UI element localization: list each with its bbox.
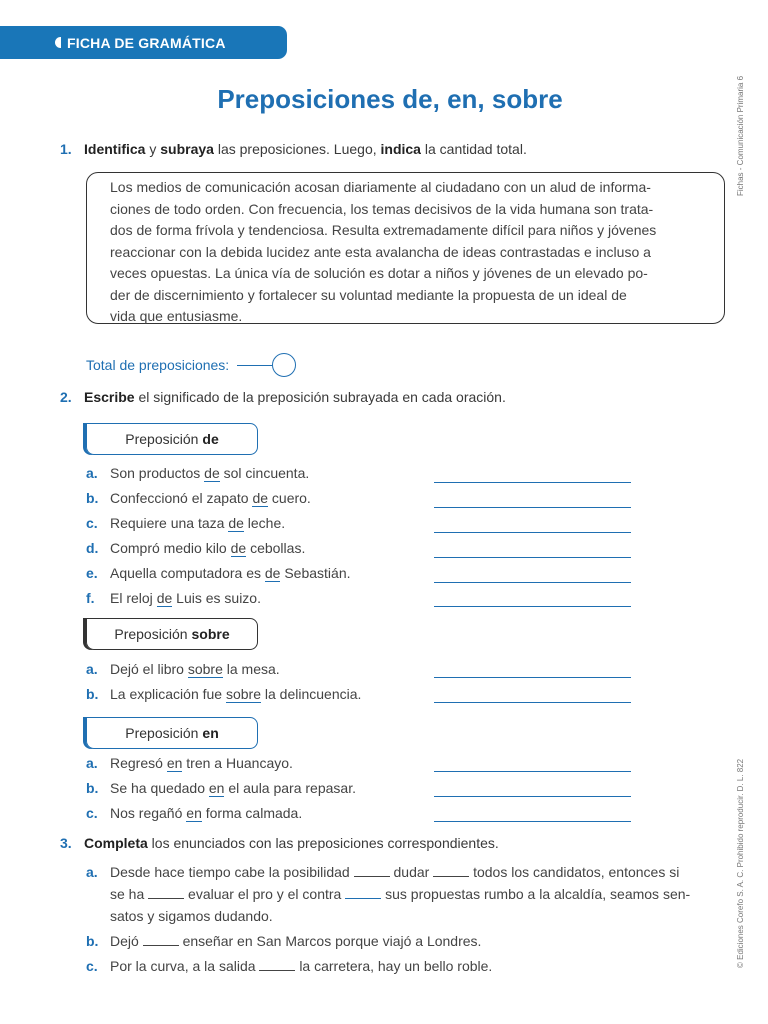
question-3: 3. Completa los enunciados con las preposiciones correspondientes.: [60, 835, 499, 851]
total-answer-circle[interactable]: [272, 353, 296, 377]
fill-blank[interactable]: [354, 864, 390, 877]
label-preposicion-en: Preposición en: [86, 717, 258, 749]
exercise-item: e. Aquella computadora es de Sebastián.: [86, 565, 351, 581]
total-connector: [237, 365, 272, 366]
exercise-item: a. Dejó el libro sobre la mesa.: [86, 661, 280, 677]
answer-line[interactable]: [434, 677, 631, 678]
fill-blank[interactable]: [259, 958, 295, 971]
answer-line[interactable]: [434, 582, 631, 583]
question-1: 1. Identifica y subraya las preposiciones. Luego, indica la cantidad total.: [60, 141, 527, 157]
reading-text-box: [86, 172, 725, 324]
answer-line[interactable]: [434, 482, 631, 483]
exercise-item: c. Requiere una taza de leche.: [86, 515, 286, 531]
total-label: Total de preposiciones:: [86, 357, 230, 373]
answer-line[interactable]: [434, 796, 631, 797]
answer-line[interactable]: [434, 702, 631, 703]
exercise-item: a. Son productos de sol cincuenta.: [86, 465, 310, 481]
section-tab: [0, 26, 287, 59]
answer-line[interactable]: [434, 557, 631, 558]
text-line: Los medios de comunicación acosan diariamente al ciudadano con un alud de informa-: [110, 179, 651, 195]
text-line: vida que entusiasme.: [110, 308, 243, 324]
answer-line[interactable]: [434, 507, 631, 508]
question-2: 2. Escribe el significado de la preposición subrayada en cada oración.: [60, 389, 506, 405]
side-note-top: Fichas - Comunicación Primaria 6: [736, 75, 745, 196]
fill-blank[interactable]: [148, 886, 184, 899]
label-preposicion-de: Preposición de: [86, 423, 258, 455]
text-line: veces opuestas. La única vía de solución es dotar a niños y jóvenes de un elevado po-: [110, 265, 648, 281]
label-preposicion-sobre: Preposición sobre: [86, 618, 258, 650]
exercise-item: f. El reloj de Luis es suizo.: [86, 590, 261, 606]
answer-line[interactable]: [434, 771, 631, 772]
fill-blank[interactable]: [345, 886, 381, 899]
tab-label: FICHA DE GRAMÁTICA: [67, 34, 226, 51]
fill-blank[interactable]: [433, 864, 469, 877]
side-note-bottom: © Ediciones Corefo S. A. C. Prohibido reproducir. D. L. 822: [736, 758, 745, 968]
page-title: Preposiciones de, en, sobre: [217, 84, 563, 114]
text-line: ciones de todo orden. Con frecuencia, los temas decisivos de la vida humana son trata-: [110, 200, 654, 217]
answer-line[interactable]: [434, 532, 631, 533]
text-line: dos de forma frívola y tendenciosa. Resulta extremadamente difícil para niños y jóvenes: [110, 222, 657, 238]
exercise-item: b. Confeccionó el zapato de cuero.: [86, 490, 311, 506]
exercise-item-3a: a. Desde hace tiempo cabe la posibilidad dudar todos los candidatos, entonces si se ha evaluar el pro y el contra sus propuestas rumbo a la alcaldía, seamos sen- satos y sigamos dudando.: [86, 864, 691, 924]
exercise-item: a. Regresó en tren a Huancayo.: [86, 755, 293, 771]
exercise-item: c. Nos regañó en forma calmada.: [86, 805, 303, 821]
answer-line[interactable]: [434, 606, 631, 607]
text-line: der de discernimiento y fortalecer su voluntad mediante la propuesta de un ideal de: [110, 286, 627, 303]
total-prepositions: [86, 353, 296, 377]
exercise-item-3b: b. Dejó enseñar en San Marcos porque viajó a Londres.: [86, 933, 482, 949]
exercise-item-3c: c. Por la curva, a la salida la carretera, hay un bello roble.: [86, 958, 493, 974]
answer-line[interactable]: [434, 821, 631, 822]
exercise-item: b. Se ha quedado en el aula para repasar.: [86, 780, 356, 796]
exercise-item: b. La explicación fue sobre la delincuencia.: [86, 686, 362, 702]
exercise-item: d. Compró medio kilo de cebollas.: [86, 540, 306, 556]
fill-blank[interactable]: [143, 933, 179, 946]
text-line: reaccionar con la debida lucidez ante esta avalancha de ideas contrastadas e incluso a: [110, 243, 651, 260]
tab-marker-icon: [55, 37, 61, 48]
